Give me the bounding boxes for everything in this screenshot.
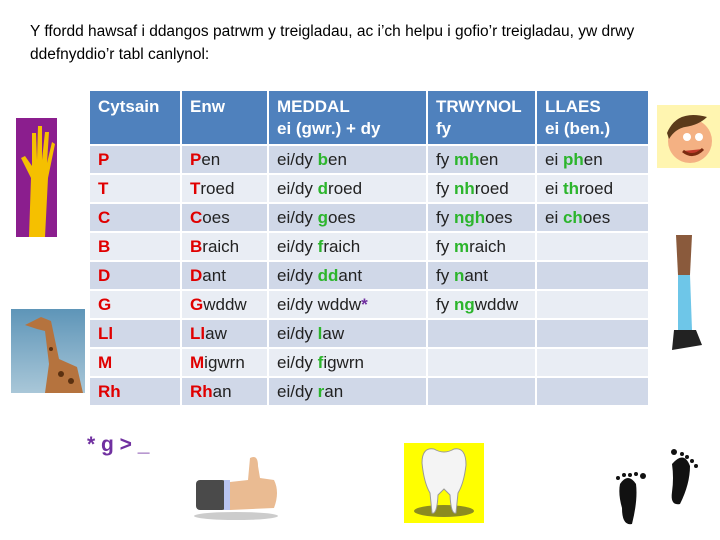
cell-text: igwrn — [323, 352, 364, 372]
cell-text: aw — [205, 323, 227, 343]
cell-text: ei — [545, 149, 563, 169]
highlight-text: ch — [562, 207, 583, 227]
cell-text: ei/dy — [277, 149, 318, 169]
intro-text: Y ffordd hawsaf i ddangos patrwm y treigladau, ac i’ch helpu i gofio’r treigladau, yw drwy ddefnyddio’r tabl canlynol: — [30, 23, 635, 63]
cell-text: wddw — [203, 294, 247, 314]
header-label: fy — [436, 119, 452, 138]
cell-text: ant — [338, 265, 363, 285]
cell-trwynol — [427, 319, 536, 348]
highlight-text: P — [98, 149, 110, 169]
cell-text: fy — [436, 294, 454, 314]
highlight-text: ng — [453, 294, 475, 314]
table-header-row — [89, 90, 649, 145]
cell-text: ei/dy — [277, 265, 318, 285]
cell-text: an — [212, 381, 232, 401]
leg-image — [668, 235, 706, 355]
highlight-text: B — [190, 236, 203, 256]
footnote: * g > _ — [87, 433, 150, 456]
cell-meddal — [268, 145, 427, 174]
cell-text: fy — [436, 207, 454, 227]
cell-enw — [181, 261, 268, 290]
highlight-text: C — [190, 207, 203, 227]
highlight-text: Rh — [190, 381, 213, 401]
highlight-text: Ll — [190, 323, 206, 343]
highlight-text: G — [190, 294, 204, 314]
cell-trwynol — [427, 290, 536, 319]
cell-enw — [181, 348, 268, 377]
cell-text: raich — [202, 236, 240, 256]
highlight-text: G — [98, 294, 112, 314]
cell-text: ei/dy — [277, 178, 318, 198]
cell-trwynol — [427, 174, 536, 203]
cell-meddal — [268, 348, 427, 377]
tooth-image — [404, 443, 484, 523]
header-label: ei (gwr.) + dy — [277, 119, 381, 138]
cell-llaes — [536, 145, 649, 174]
cell-text: fy — [436, 149, 454, 169]
cell-text: an — [324, 381, 344, 401]
highlight-text: * — [361, 294, 368, 314]
header-label: Enw — [190, 97, 225, 116]
cell-cytsain — [89, 203, 181, 232]
cell-text: roed — [579, 178, 614, 198]
cell-text: wddw — [474, 294, 519, 314]
cell-text: ei — [545, 178, 563, 198]
giraffe-image — [11, 309, 85, 393]
header-label: MEDDAL — [277, 97, 350, 116]
cell-text: ei/dy — [277, 381, 318, 401]
cell-text: fy — [436, 265, 454, 285]
cell-text: igwrn — [204, 352, 245, 372]
cell-text: roed — [328, 178, 363, 198]
cell-cytsain — [89, 290, 181, 319]
cell-cytsain — [89, 261, 181, 290]
cell-cytsain — [89, 145, 181, 174]
cell-text: ant — [202, 265, 226, 285]
cell-text: ei/dy wddw — [277, 294, 362, 314]
highlight-text: ph — [562, 149, 584, 169]
highlight-text: T — [98, 178, 109, 198]
highlight-text: M — [190, 352, 205, 372]
table-row — [89, 145, 649, 174]
cell-text: ant — [464, 265, 488, 285]
cell-llaes — [536, 174, 649, 203]
cell-text: en — [328, 149, 347, 169]
table-row — [89, 203, 649, 232]
cell-text: raich — [323, 236, 361, 256]
header-enw — [181, 90, 268, 145]
cell-meddal — [268, 290, 427, 319]
highlight-text: mh — [453, 149, 480, 169]
cell-trwynol — [427, 377, 536, 406]
cell-enw — [181, 174, 268, 203]
hand-image — [16, 118, 57, 237]
table-row — [89, 377, 649, 406]
thumbs-up-image — [190, 452, 283, 523]
cell-llaes — [536, 377, 649, 406]
highlight-text: Rh — [98, 381, 121, 401]
highlight-text: l — [317, 323, 323, 343]
highlight-text: n — [453, 265, 465, 285]
cell-text: oes — [328, 207, 356, 227]
cell-text: fy — [436, 236, 454, 256]
header-trwynol — [427, 90, 536, 145]
header-label: Cytsain — [98, 97, 160, 116]
cell-text: roed — [474, 178, 509, 198]
cell-meddal — [268, 174, 427, 203]
cell-text: raich — [469, 236, 506, 256]
cell-text: en — [201, 149, 221, 169]
highlight-text: f — [317, 236, 324, 256]
cell-trwynol — [427, 348, 536, 377]
mutation-table — [88, 89, 650, 407]
highlight-text: b — [317, 149, 329, 169]
cell-cytsain — [89, 319, 181, 348]
highlight-text: f — [317, 352, 324, 372]
table-row — [89, 174, 649, 203]
highlight-text: M — [98, 352, 113, 372]
highlight-text: Ll — [98, 323, 114, 343]
highlight-text: D — [98, 265, 111, 285]
header-label: ei (ben.) — [545, 119, 611, 138]
cell-trwynol — [427, 232, 536, 261]
cell-text: oes — [485, 207, 513, 227]
cell-meddal — [268, 377, 427, 406]
cell-enw — [181, 319, 268, 348]
cell-llaes — [536, 319, 649, 348]
table-row — [89, 319, 649, 348]
highlight-text: d — [317, 178, 329, 198]
cell-text: roed — [200, 178, 235, 198]
highlight-text: C — [98, 207, 111, 227]
cell-text: en — [583, 149, 603, 169]
cell-text: ei/dy — [277, 236, 318, 256]
highlight-text: T — [190, 178, 201, 198]
cell-cytsain — [89, 232, 181, 261]
cell-text: ei — [545, 207, 563, 227]
cell-cytsain — [89, 377, 181, 406]
cell-enw — [181, 203, 268, 232]
header-llaes — [536, 90, 649, 145]
cell-text: oes — [582, 207, 611, 227]
cell-enw — [181, 290, 268, 319]
highlight-text: D — [190, 265, 203, 285]
highlight-text: r — [317, 381, 325, 401]
header-cytsain — [89, 90, 181, 145]
highlight-text: g — [317, 207, 329, 227]
highlight-text: ngh — [453, 207, 486, 227]
cell-meddal — [268, 232, 427, 261]
header-label: TRWYNOL — [436, 97, 522, 116]
cell-llaes — [536, 290, 649, 319]
cell-trwynol — [427, 203, 536, 232]
cell-cytsain — [89, 174, 181, 203]
highlight-text: m — [453, 236, 470, 256]
cell-llaes — [536, 232, 649, 261]
cell-cytsain — [89, 348, 181, 377]
cell-meddal — [268, 203, 427, 232]
footprints-image — [612, 444, 705, 525]
header-label: LLAES — [545, 97, 601, 116]
cell-text: aw — [322, 323, 345, 343]
highlight-text: nh — [453, 178, 475, 198]
table-row — [89, 232, 649, 261]
table-row — [89, 261, 649, 290]
highlight-text: th — [562, 178, 580, 198]
cell-trwynol — [427, 145, 536, 174]
cell-text: en — [479, 149, 499, 169]
cell-text: ei/dy — [277, 207, 318, 227]
cell-enw — [181, 232, 268, 261]
cell-llaes — [536, 348, 649, 377]
cell-meddal — [268, 261, 427, 290]
cell-llaes — [536, 203, 649, 232]
table-row — [89, 348, 649, 377]
table-row — [89, 290, 649, 319]
cell-meddal — [268, 319, 427, 348]
highlight-text: dd — [317, 265, 339, 285]
face-image — [657, 105, 720, 168]
cell-text: oes — [202, 207, 230, 227]
cell-text: ei/dy — [277, 323, 318, 343]
cell-text: fy — [436, 178, 454, 198]
cell-trwynol — [427, 261, 536, 290]
cell-llaes — [536, 261, 649, 290]
header-meddal — [268, 90, 427, 145]
cell-enw — [181, 377, 268, 406]
highlight-text: P — [190, 149, 202, 169]
cell-text: ei/dy — [277, 352, 318, 372]
cell-enw — [181, 145, 268, 174]
highlight-text: B — [98, 236, 111, 256]
